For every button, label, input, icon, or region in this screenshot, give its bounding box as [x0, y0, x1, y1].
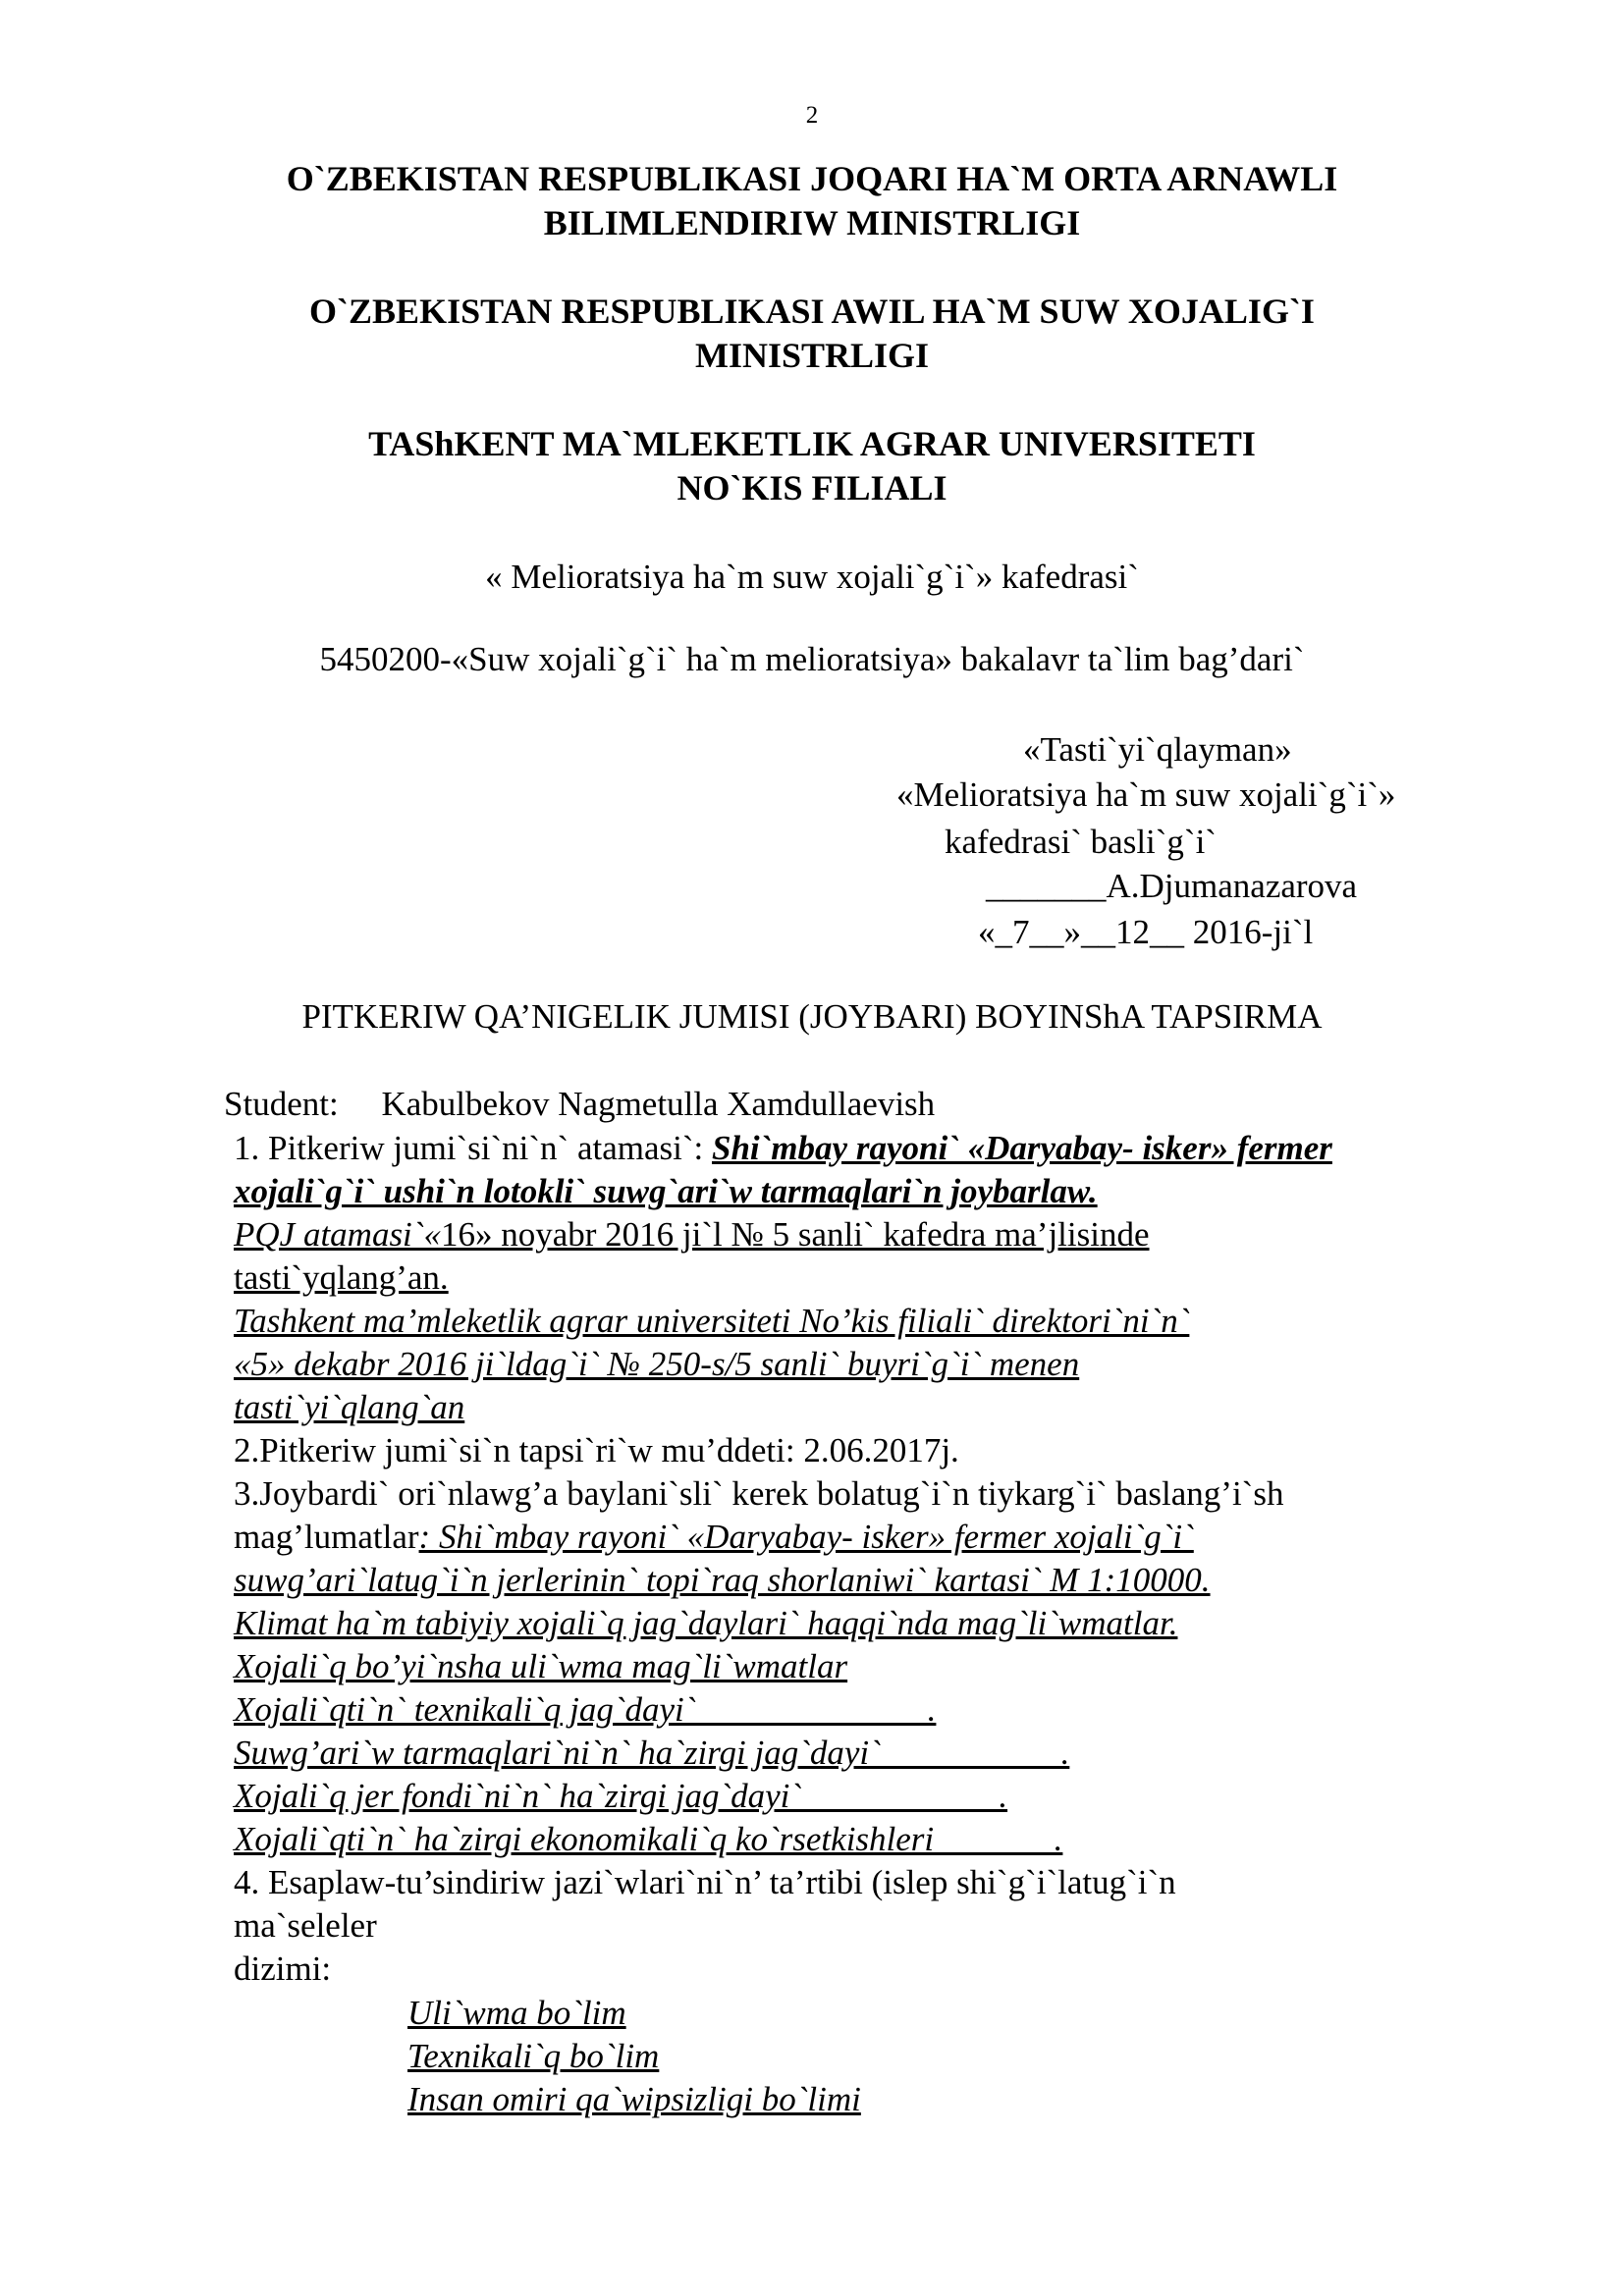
item3-data-line: Xojali`qti`n` texnikali`q jag`dayi` .	[234, 1690, 937, 1729]
order-line2: «5» dekabr 2016 ji`ldag`i` № 250-s/5 sanli` buyri`g`i` menen	[234, 1345, 1080, 1383]
item4-line2: ma`seleler	[234, 1906, 377, 1945]
university-heading	[0, 422, 1624, 510]
ministry-1-heading	[0, 157, 1624, 245]
item4-line1: 4. Esaplaw-tu’sindiriw jazi`wlari`ni`n’ ta’rtibi (islep shi`g`i`latug`i`n	[234, 1863, 1176, 1901]
item3-data-line: Klimat ha`m tabiyiy xojali`q jag`daylari` haqqi`nda mag`li`wmatlar.	[234, 1604, 1178, 1642]
item3-data-line: Suwg’ari`w tarmaqlari`ni`n` ha`zirgi jag`dayi` .	[234, 1734, 1070, 1772]
university-line1: TAShKENT MA`MLEKETLIK AGRAR UNIVERSITETI	[368, 424, 1256, 463]
item3-data-line: Xojali`qti`n` ha`zirgi ekonomikali`q ko`rsetkishleri .	[234, 1820, 1063, 1858]
item3-data-line: Xojali`q bo’yi`nsha uli`wma mag`li`wmatlar	[234, 1647, 848, 1685]
student-line	[224, 1085, 935, 1124]
item3-farm-name: : Shi`mbay rayoni` «Daryabay- isker» fermer xojali`g`i`	[418, 1518, 1194, 1556]
section-item: Insan omiri qa`wipsizligi bo`limi	[407, 2080, 861, 2118]
pqj-approved: tasti`yqlang’an.	[234, 1258, 449, 1297]
approval-date-line: «_7__»__12__ 2016-ji`l	[978, 913, 1314, 951]
item3-data-line: suwg’ari`latug`i`n jerlerinin` topi`raq shorlaniwi` kartasi` M 1:10000.	[234, 1561, 1211, 1599]
student-label: Student:	[224, 1085, 339, 1123]
section-item: Uli`wma bo`lim	[407, 1994, 626, 2032]
pqj-label: PQJ atamasi`«	[234, 1215, 441, 1254]
item3-line2	[234, 1516, 1481, 1559]
item1-prefix: 1. Pitkeriw jumi`si`ni`n` atamasi`:	[234, 1129, 712, 1167]
ministry-2-line1: O`ZBEKISTAN RESPUBLIKASI AWIL HA`M SUW XOJALIG`I	[309, 292, 1315, 331]
item3-data-label: mag’lumatlar	[234, 1518, 419, 1556]
item1-line2	[234, 1170, 1481, 1213]
student-name: Kabulbekov Nagmetulla Xamdullaevish	[381, 1085, 936, 1123]
item2-deadline: 2.Pitkeriw jumi`si`n tapsi`ri`w mu’ddeti: 2.06.2017j.	[234, 1431, 959, 1469]
approval-signature-line: _______A.Djumanazarova	[986, 867, 1358, 905]
item3-line1: 3.Joybardi` ori`nlawg’a baylani`sli` kerek bolatug`i`n tiykarg`i` baslang’i`sh	[234, 1474, 1284, 1513]
direction-line: 5450200-«Suw xojali`g`i` ha`m melioratsiya» bakalavr ta`lim bag’dari`	[319, 640, 1305, 678]
section-item: Texnikali`q bo`lim	[407, 2037, 660, 2075]
item1-topic-part2: xojali`g`i` ushi`n lotokli` suwg`ari`w tarmaqlari`n joybarlaw.	[234, 1172, 1098, 1210]
item3-data-line: Xojali`q jer fondi`ni`n` ha`zirgi jag`dayi` .	[234, 1777, 1008, 1815]
pqj-date: 16» noyabr 2016 ji`l № 5 sanli` kafedra ma’jlisinde	[440, 1215, 1150, 1254]
approval-line-2: «Melioratsiya ha`m suw xojali`g`i`»	[896, 775, 1396, 814]
item1-topic-part1: Shi`mbay rayoni` «Daryabay- isker» fermer	[712, 1129, 1332, 1167]
page-number: 2	[805, 102, 819, 129]
sections-list	[407, 1992, 861, 2121]
ministry-2-heading	[0, 290, 1624, 378]
item1-pqj-line2	[234, 1256, 1481, 1300]
ministry-1-line2: BILIMLENDIRIW MINISTRLIGI	[543, 203, 1081, 242]
item1-pqj-line	[234, 1213, 1481, 1256]
order-line3: tasti`yi`qlang`an	[234, 1388, 465, 1426]
order-line1: Tashkent ma’mleketlik agrar universiteti No’kis filiali` direktori`ni`n`	[234, 1302, 1190, 1340]
university-line2: NO`KIS FILIALI	[677, 468, 947, 507]
ministry-1-line1: O`ZBEKISTAN RESPUBLIKASI JOQARI HA`M ORTA ARNAWLI	[286, 159, 1338, 198]
task-title: PITKERIW QA’NIGELIK JUMISI (JOYBARI) BOYINShA TAPSIRMA	[301, 997, 1323, 1036]
item1-line1	[234, 1127, 1481, 1170]
approval-line-3: kafedrasi` basli`g`i`	[945, 823, 1217, 861]
approval-line-1: «Tasti`yi`qlayman»	[1023, 730, 1292, 769]
department-line: « Melioratsiya ha`m suw xojali`g`i`» kafedrasi`	[485, 558, 1139, 596]
item4-line3: dizimi:	[234, 1949, 332, 1988]
ministry-2-line2: MINISTRLIGI	[694, 336, 930, 375]
